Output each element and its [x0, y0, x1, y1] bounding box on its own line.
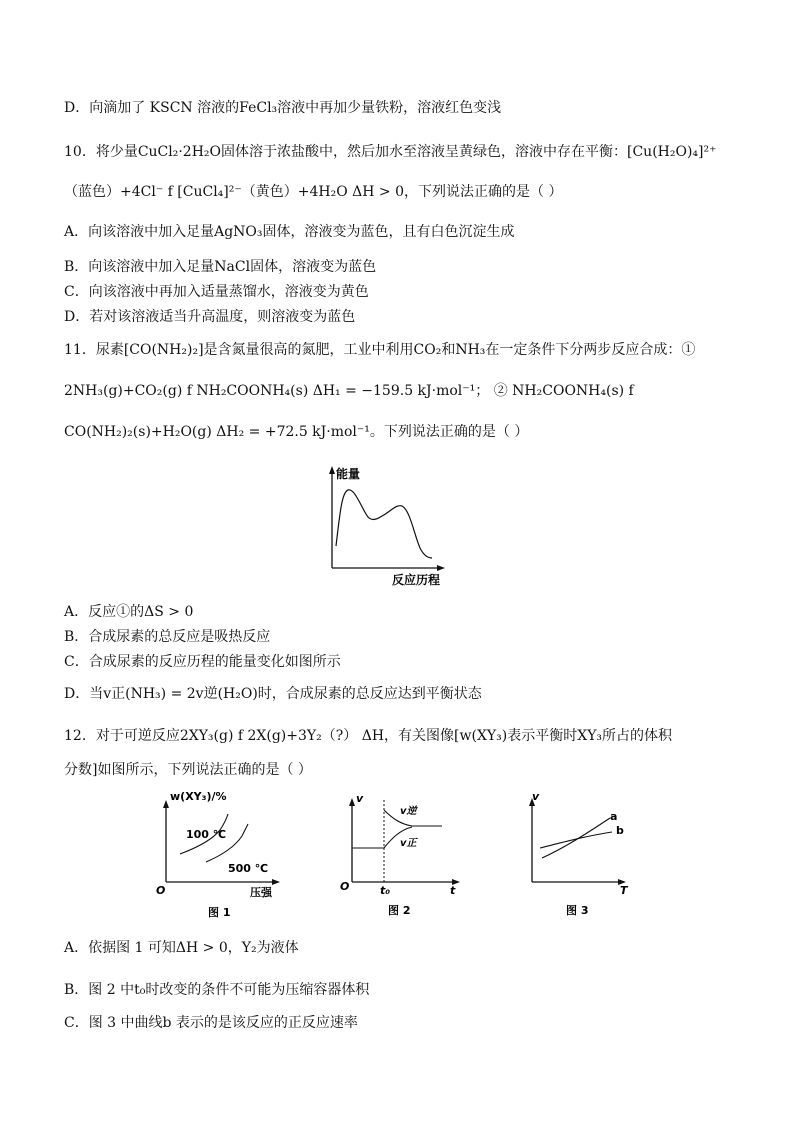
fig3-y-label: v — [532, 790, 540, 803]
energy-y-label: 能量 — [336, 467, 361, 481]
q12-option-c: C．图 3 中曲线b 表示的是该反应的正反应速率 — [64, 1015, 358, 1031]
energy-y-arrow — [329, 466, 335, 474]
fig2-x-label: t — [450, 884, 456, 897]
fig1-label-500: 500 ℃ — [228, 862, 269, 875]
fig1-label-100: 100 ℃ — [186, 828, 227, 841]
q11-option-d: D．当v正(NH₃) = 2v逆(H₂O)时，合成尿素的总反应达到平衡状态 — [64, 686, 482, 702]
q10-stem-text: 10．将少量CuCl₂·2H₂O固体溶于浓盐酸中，然后加水至溶液呈黄绿色，溶液中存在平衡： — [64, 144, 627, 160]
q9-option-d: D．向滴加了 KSCN 溶液的FeCl₃溶液中再加少量铁粉，溶液红色变浅 — [64, 100, 502, 116]
q11-energy-diagram — [318, 462, 468, 588]
q10-complex-blue: [Cu(H₂O)₄]²⁺ — [627, 144, 717, 160]
fig3-x-label: T — [620, 884, 628, 897]
q12-figure-1 — [154, 790, 294, 920]
fig3-caption: 图 3 — [566, 904, 589, 917]
q10-option-d: D．若对该溶液适当升高温度，则溶液变为蓝色 — [64, 309, 356, 325]
q12-option-b: B．图 2 中t₀时改变的条件不可能为压缩容器体积 — [64, 982, 370, 998]
fig1-caption: 图 1 — [208, 906, 231, 919]
q11-stem-2: 2NH₃(g)+CO₂(g) f NH₂COONH₄(s) ΔH₁ = −159.5 kJ·mol⁻¹； ② NH₂COONH₄(s) f — [64, 383, 634, 399]
energy-x-label: 反应历程 — [392, 573, 441, 587]
q11-option-c: C．合成尿素的反应历程的能量变化如图所示 — [64, 654, 341, 670]
fig2-origin: O — [340, 880, 350, 893]
fig1-origin: O — [156, 884, 166, 897]
q12-option-a: A．依据图 1 可知ΔH > 0，Y₂为液体 — [64, 940, 299, 956]
q12-stem-1: 12．对于可逆反应2XY₃(g) f 2X(g)+3Y₂（?） ΔH，有关图像[w(XY₃)表示平衡时XY₃所占的体积 — [64, 728, 673, 744]
q11-option-b: B．合成尿素的总反应是吸热反应 — [64, 629, 271, 645]
q11-stem-1: 11．尿素[CO(NH₂)₂]是含氮量很高的氮肥，工业中利用CO₂和NH₃在一定条件下分两步反应合成：① — [64, 342, 696, 358]
fig2-caption: 图 2 — [388, 904, 411, 917]
fig2-lower-label: v正 — [400, 838, 417, 849]
fig3-label-a: a — [610, 810, 618, 823]
q12-stem-2: 分数]如图所示，下列说法正确的是（ ） — [64, 762, 312, 778]
fig1-x-arrow — [272, 879, 280, 885]
q12-figure-3 — [520, 790, 640, 920]
q11-option-a: A．反应①的ΔS > 0 — [64, 604, 194, 620]
q10-option-a: A．向该溶液中加入足量AgNO₃固体，溶液变为蓝色，且有白色沉淀生成 — [64, 224, 515, 240]
q10-stem — [64, 142, 717, 162]
q12-figure-2 — [338, 790, 468, 920]
q11-stem-3: CO(NH₂)₂(s)+H₂O(g) ΔH₂ = +72.5 kJ·mol⁻¹。下列说法正确的是（ ） — [64, 424, 529, 440]
fig2-t0-label: t₀ — [380, 884, 391, 897]
energy-curve — [336, 490, 432, 558]
fig3-label-b: b — [616, 824, 624, 837]
energy-x-arrow — [437, 565, 445, 571]
fig1-y-arrow — [163, 800, 169, 808]
fig3-curve-a — [542, 818, 610, 858]
fig2-y-arrow — [349, 798, 355, 806]
fig1-y-label: w(XY₃)/% — [170, 790, 227, 803]
fig2-upper-label: v逆 — [400, 806, 417, 817]
fig1-x-label: 压强 — [250, 886, 272, 899]
q10-option-b: B．向该溶液中加入足量NaCl固体，溶液变为蓝色 — [64, 259, 377, 275]
q10-equation: （蓝色）+4Cl⁻ f [CuCl₄]²⁻（黄色）+4H₂O ΔH > 0，下列说法正确的是（ ） — [64, 184, 563, 200]
fig2-y-label: v — [356, 792, 364, 805]
q10-option-c: C．向该溶液中再加入适量蒸馏水，溶液变为黄色 — [64, 284, 369, 300]
